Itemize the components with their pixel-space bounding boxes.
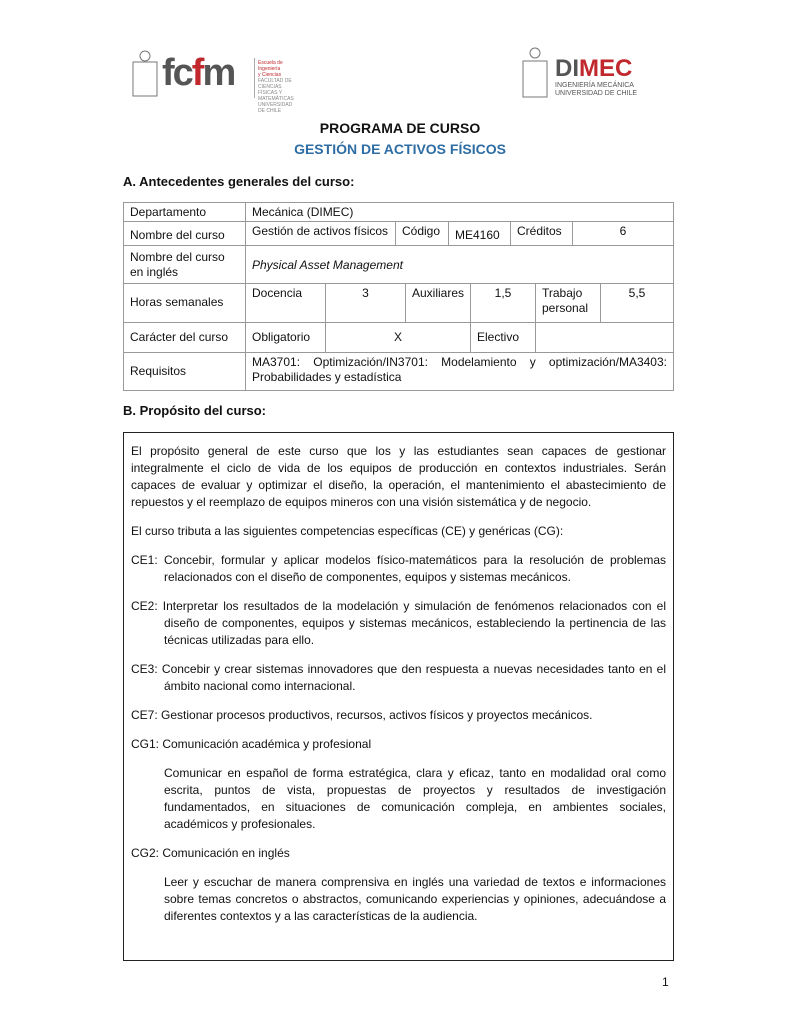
value-docencia: 3: [325, 283, 406, 323]
section-a-heading: A. Antecedentes generales del curso:: [123, 174, 355, 189]
competency-ce1: CE1: Concebir, formular y aplicar modelos físico-matemáticos para la resolución de problemas relacionados con el diseño de componentes, equipos y sistemas mecánicos.: [131, 553, 666, 584]
label-trabajo: Trabajo personal: [535, 283, 601, 323]
document-title: PROGRAMA DE CURSO: [319, 120, 481, 136]
logo-text: INGENIERÍA MECÁNICA: [555, 82, 634, 89]
logo-text: FÍSICAS Y MATEMÁTICAS: [258, 90, 294, 102]
value-auxiliares: 1,5: [470, 283, 536, 323]
value-obligatorio: X: [325, 322, 471, 353]
value-nombre: Gestión de activos físicos: [245, 221, 396, 246]
value-creditos: 6: [572, 221, 674, 246]
fcfm-mark: fcfm: [162, 52, 235, 94]
logo-text: FACULTAD DE CIENCIAS: [258, 78, 292, 90]
competency-ce2: CE2: Interpretar los resultados de la modelación y simulación de fenómenos relacionados con el diseño de componentes, equipos y sistemas mecánicos, estableciendo la pertinencia de las técnicas utilizadas para ello.: [131, 599, 666, 647]
university-crest-icon: [520, 45, 550, 101]
value-electivo: [535, 322, 674, 353]
page-number: 1: [662, 975, 669, 989]
label-auxiliares: Auxiliares: [405, 283, 471, 323]
dimec-logo: DIMEC INGENIERÍA MECÁNICA UNIVERSIDAD DE CHILE: [520, 45, 670, 105]
logo-text: Escuela de Ingeniería: [258, 60, 283, 72]
value-departamento: Mecánica (DIMEC): [245, 202, 674, 222]
purpose-box: [123, 432, 674, 961]
label-caracter: Carácter del curso: [123, 322, 246, 353]
competency-cg1-description: Comunicar en español de forma estratégica, clara y eficaz, tanto en modalidad oral como escrita, puntos de vista, propuestas de proyectos y resultados de investigación fundamentados, en situaciones de comunicación compleja, en ambientes sociales, académicos y profesionales.: [164, 766, 666, 831]
value-ingles: Physical Asset Management: [245, 245, 674, 284]
value-requisitos: MA3701: Optimización/IN3701: Modelamiento y optimización/MA3403: Probabilidades y estadística: [245, 352, 674, 391]
paragraph: El propósito general de este curso que los y las estudiantes sean capaces de gestionar integralmente el ciclo de vida de los equipos de producción en contextos industriales. Serán capaces de evaluar y optimizar el diseño, la operación, el mantenimiento el abastecimiento de repuestos y el reemplazo de equipos mineros con una visión sistemática y de negocio.: [131, 444, 666, 509]
label-horas: Horas semanales: [123, 283, 246, 323]
section-b-heading: B. Propósito del curso:: [123, 403, 267, 418]
competency-cg2-description: Leer y escuchar de manera comprensiva en inglés una variedad de textos e informaciones sobre temas concretos o abstractos, comunicando experiencias y opiniones, adecuándose a diferentes contextos y a las características de la audiencia.: [164, 875, 666, 923]
competency-cg2: CG2: Comunicación en inglés: [131, 846, 290, 860]
university-crest-icon: [130, 48, 160, 100]
value-trabajo: 5,5: [600, 283, 674, 323]
value-codigo: ME4160: [448, 221, 511, 246]
label-nombre: Nombre del curso: [123, 221, 246, 246]
label-codigo: Código: [395, 221, 449, 246]
logo-text: y Ciencias: [258, 72, 282, 78]
competency-ce3: CE3: Concebir y crear sistemas innovadores que den respuesta a nuevas necesidades tanto en el ámbito nacional como internacional.: [131, 662, 666, 693]
label-docencia: Docencia: [245, 283, 326, 323]
label-obligatorio: Obligatorio: [245, 322, 326, 353]
logo-text: UNIVERSIDAD DE CHILE: [258, 102, 293, 114]
paragraph: El curso tributa a las siguientes competencias específicas (CE) y genéricas (CG):: [131, 524, 564, 538]
course-title: GESTIÓN DE ACTIVOS FÍSICOS: [294, 141, 506, 157]
label-creditos: Créditos: [510, 221, 573, 246]
logo-text: UNIVERSIDAD DE CHILE: [555, 90, 638, 97]
competency-ce7: CE7: Gestionar procesos productivos, recursos, activos físicos y proyectos mecánicos.: [131, 708, 593, 722]
label-requisitos: Requisitos: [123, 352, 246, 391]
competency-cg1: CG1: Comunicación académica y profesional: [131, 737, 372, 751]
label-ingles: Nombre del curso en inglés: [123, 245, 246, 284]
label-departamento: Departamento: [123, 202, 246, 222]
fcfm-logo: [130, 48, 300, 114]
label-electivo: Electivo: [470, 322, 536, 353]
